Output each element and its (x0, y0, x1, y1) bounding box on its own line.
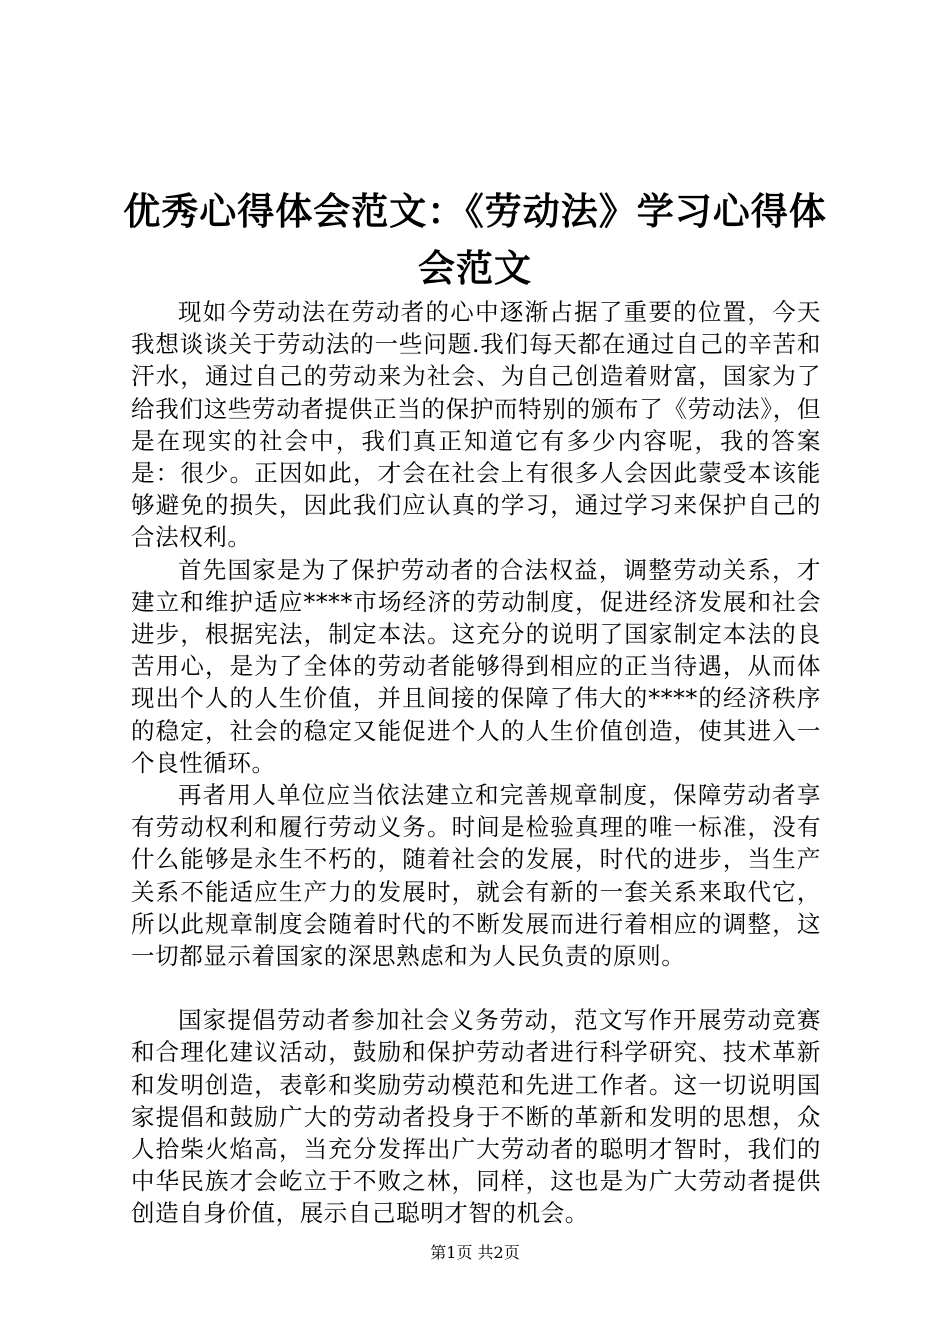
paragraph-2: 首先国家是为了保护劳动者的合法权益，调整劳动关系，才建立和维护适应****市场经济的劳动制度，促进经济发展和社会进步，根据宪法，制定本法。这充分的说明了国家制定本法的良苦用心，是为了全体的劳动者能够得到相应的正当待遇，从而体现出个人的人生价值，并且间接的保障了伟大的****的经济秩序的稳定，社会的稳定又能促进个人的人生价值创造，使其进入一个良性循环。 (131, 555, 821, 777)
paragraph-1: 现如今劳动法在劳动者的心中逐渐占据了重要的位置，今天我想谈谈关于劳动法的一些问题.我们每天都在通过自己的辛苦和汗水，通过自己的劳动来为社会、为自己创造着财富，国家为了给我们这些劳动者提供正当的保护而特别的颁布了《劳动法》，但是在现实的社会中，我们真正知道它有多少内容呢，我的答案是：很少。正因如此，才会在社会上有很多人会因此蒙受本该能够避免的损失，因此我们应认真的学习，通过学习来保护自己的合法权利。 (131, 298, 821, 552)
paragraph-3: 再者用人单位应当依法建立和完善规章制度，保障劳动者享有劳动权利和履行劳动义务。时间是检验真理的唯一标准，没有什么能够是永生不朽的，随着社会的发展，时代的进步，当生产关系不能适应生产力的发展时，就会有新的一套关系来取代它，所以此规章制度会随着时代的不断发展而进行着相应的调整，这一切都显示着国家的深思熟虑和为人民负责的原则。 (131, 781, 821, 971)
document-title: 优秀心得体会范文：《劳动法》学习心得体会范文 (123, 190, 827, 290)
paragraph-spacer (131, 972, 821, 1004)
paragraph-4: 国家提倡劳动者参加社会义务劳动，范文写作开展劳动竞赛和合理化建议活动，鼓励和保护劳动者进行科学研究、技术革新和发明创造，表彰和奖励劳动模范和先进工作者。这一切说明国家提倡和鼓励广大的劳动者投身于不断的革新和发明的思想，众人拾柴火焰高，当充分发挥出广大劳动者的聪明才智时，我们的中华民族才会屹立于不败之林，同样，这也是为广大劳动者提供创造自身价值，展示自己聪明才智的机会。 (131, 1006, 821, 1228)
page-footer: 第1页 共2页 (430, 1243, 520, 1262)
document-body (131, 296, 821, 1230)
